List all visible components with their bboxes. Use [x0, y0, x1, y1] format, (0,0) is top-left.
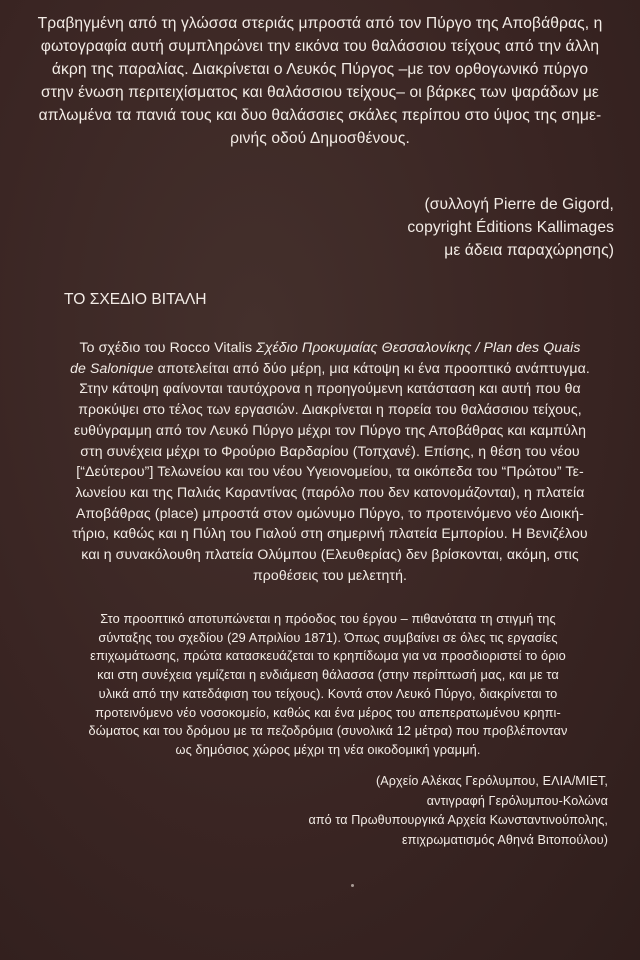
archive-credit: [168, 772, 608, 850]
credit-line: από τα Πρωθυπουργικά Αρχεία Κωνσταντινούπολης,: [308, 813, 608, 827]
dust-speck: [351, 884, 354, 887]
intro-line: απλωμένα τα πανιά τους και δυο θαλάσσιες σκάλες περίπου στο ύψος της σημε-: [38, 107, 602, 124]
credit-line: αντιγραφή Γερόλυμπου-Κολώνα: [426, 793, 608, 808]
credit-line: με άδεια παραχώρησης): [444, 242, 614, 259]
credit-line: (συλλογή Pierre de Gigord,: [424, 196, 614, 213]
credit-line: επιχρωματισμός Αθηνά Βιτοπούλου): [401, 832, 608, 847]
note-line: σύνταξης του σχεδίου (29 Απριλίου 1871). Όπως συμβαίνει σε όλες τις εργασίες: [98, 629, 558, 645]
intro-line: ρινής οδού Δημοσθένους.: [230, 130, 410, 147]
body-line: προθέσεις του μελετητή.: [252, 566, 408, 583]
body-line: προκύψει στο τέλος των εργασιών. Διακρίνεται η πορεία του θαλάσσιου τείχους,: [78, 401, 582, 418]
credit-line: copyright Éditions Kallimages: [407, 219, 614, 236]
body-line: τήριο, καθώς και η Πύλη του Γιαλού στη σημερινή πλατεία Εμπορίου. Η Βενιζέλου: [72, 525, 588, 542]
note-line: ως δημόσιος χώρος μέχρι τη νέα οικοδομική γραμμή.: [175, 741, 481, 757]
body-line: [52, 337, 608, 358]
body-line: στη συνέχεια μέχρι το Φρούριο Βαρδαρίου (Τοπχανέ). Επίσης, η θέση του νέου: [80, 442, 580, 459]
intro-line: φωτογραφία αυτή συμπληρώνει την εικόνα του θαλάσσιου τείχους από την άλλη: [40, 38, 600, 55]
intro-line: στην ένωση περιτειχίσματος και θαλάσσιου τείχους– οι βάρκες των ψαράδων με: [41, 84, 599, 101]
section-heading: ΤΟ ΣΧΕΔΙΟ ΒΙΤΑΛΗ: [64, 291, 207, 308]
photo-credit: [254, 193, 614, 262]
perspective-note-paragraph: [62, 610, 594, 760]
intro-line: Τραβηγμένη από τη γλώσσα στεριάς μπροστά από τον Πύργο της Αποβάθρας, η: [37, 15, 603, 32]
body-text: αποτελείται από δύο μέρη, μια κάτοψη κι ένα προοπτικό ανάπτυγμα.: [153, 359, 590, 376]
note-line: υλικά από την κατεδάφιση του τείχους). Κοντά στον Λευκό Πύργο, διακρίνεται το: [98, 685, 558, 701]
intro-paragraph: [14, 12, 626, 150]
note-line: Στο προοπτικό αποτυπώνεται η πρόοδος του έργου – πιθανότατα τη στιγμή της: [100, 611, 556, 626]
vitalis-plan-paragraph: [52, 337, 608, 585]
plan-title: Σχέδιο Προκυμαίας Θεσσαλονίκης / Plan des Quais: [256, 339, 581, 355]
note-line: προτεινόμενο νέο νοσοκομείο, καθώς και ένα μέρος του απεπερατωμένου κρηπι-: [95, 704, 561, 720]
intro-line: άκρη της παραλίας. Διακρίνεται ο Λευκός Πύργος –με τον ορθογωνικό πύργο: [51, 61, 589, 78]
credit-line: (Αρχείο Αλέκας Γερόλυμπου, ΕΛΙΑ/ΜΙΕΤ,: [375, 774, 608, 788]
plan-title: de Salonique: [70, 359, 154, 376]
body-line: [“Δεύτερου”] Τελωνείου και του νέου Υγειονομείου, τα οικόπεδα του “Πρώτου” Τε-: [76, 463, 584, 480]
body-line: Αποβάθρας (place) μπροστά στον ομώνυμο Πύργο, το προτεινόμενο νέο Διοική-: [76, 504, 584, 521]
body-line: λωνείου και της Παλιάς Καραντίνας (παρόλο που δεν κατονομάζονται), η πλατεία: [75, 483, 585, 500]
body-line: [52, 358, 608, 379]
note-line: και στη συνέχεια γεμίζεται η ενδιάμεση θάλασσα (στην περίπτωσή μας, και με τα: [97, 667, 559, 683]
note-line: επιχωμάτωσης, πρώτα κατασκευάζεται το κρηπίδωμα για να προσδιοριστεί το όριο: [90, 648, 566, 664]
note-line: δώματος και του δρόμου με τα πεζοδρόμια (συνολικά 12 μέτρα) που προβλέπονταν: [88, 723, 568, 739]
body-line: ευθύγραμμη από τον Λευκό Πύργο μέχρι τον Πύργο της Αποβάθρας και καμπύλη: [73, 421, 587, 438]
body-line: Στην κάτοψη φαίνονται ταυτόχρονα η προηγούμενη κατάσταση και αυτή που θα: [79, 380, 581, 397]
body-text: Το σχέδιο του Rocco Vitalis: [79, 339, 257, 355]
body-line: και η συνακόλουθη πλατεία Ολύμπου (Ελευθερίας) δεν βρίσκονται, ακόμη, στις: [81, 546, 579, 563]
